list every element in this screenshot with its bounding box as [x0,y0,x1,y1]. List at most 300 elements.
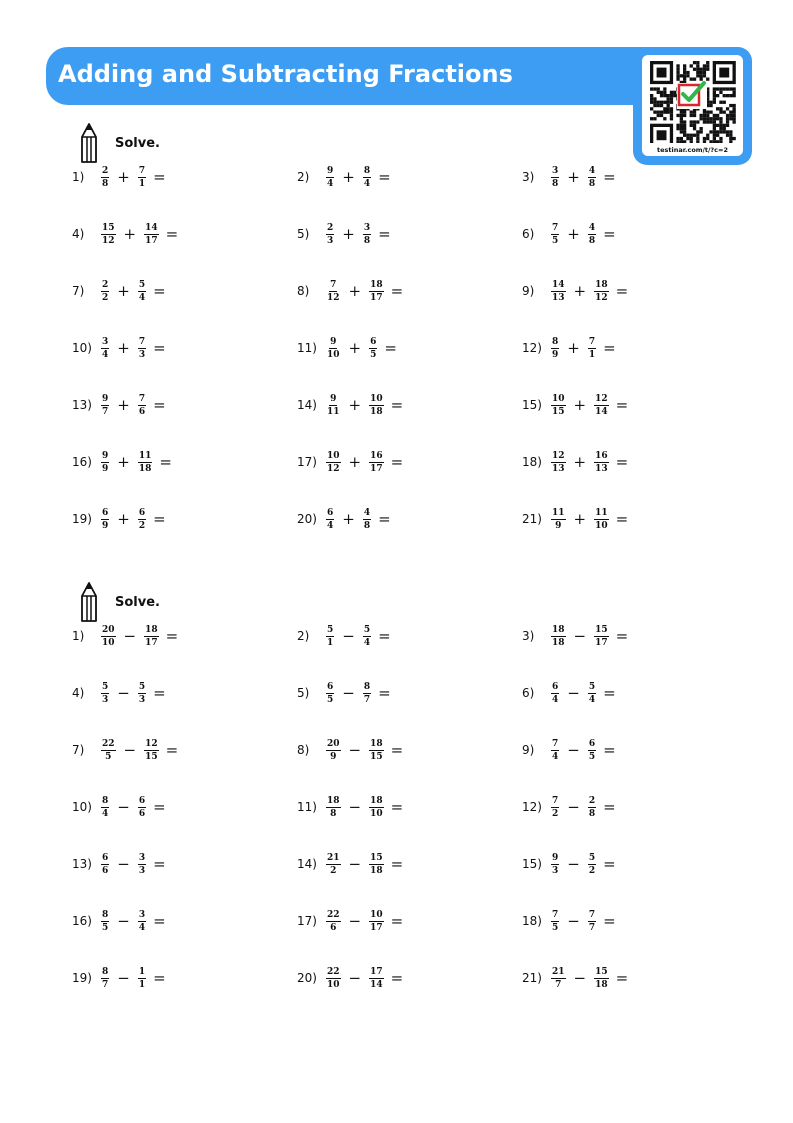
numerator: 7 [552,909,559,920]
problem-item [72,787,272,827]
denominator: 5 [552,235,559,246]
fraction-a [101,280,109,303]
denominator: 14 [595,406,608,417]
equals-sign: = [153,282,166,300]
fraction-b [363,508,371,531]
problem-number: 2) [297,629,310,643]
denominator: 1 [327,637,334,648]
equals-sign: = [165,741,179,759]
fraction-a [326,910,341,933]
problem-item [72,673,272,713]
denominator: 11 [327,406,340,417]
fraction-a [551,280,566,303]
denominator: 5 [552,922,559,933]
denominator: 10 [595,520,608,531]
denominator: 10 [370,808,383,819]
equals-sign: = [615,282,629,300]
equals-sign: = [165,225,179,243]
denominator: 17 [370,463,383,474]
denominator: 8 [552,178,559,189]
equals-sign: = [615,510,629,528]
operator-sign: + [573,396,587,414]
denominator: 13 [552,463,565,474]
problem-item [522,901,722,941]
equals-sign: = [153,855,166,873]
numerator: 11 [552,507,565,518]
fraction-a [551,967,566,990]
operator-sign: + [123,225,137,243]
problem-number: 7) [72,743,85,757]
fraction-a [326,853,341,876]
denominator: 15 [370,751,383,762]
numerator: 7 [552,738,559,749]
equals-sign: = [615,396,629,414]
problem-item [72,499,272,539]
numerator: 5 [327,624,334,635]
operator-sign: − [123,627,137,645]
problem-number: 4) [72,227,85,241]
numerator: 6 [588,738,596,749]
problem-item [522,385,722,425]
fraction-b [138,967,146,990]
denominator: 3 [327,235,334,246]
problem-item [522,787,722,827]
problem-item [297,499,497,539]
problem-number: 12) [522,800,542,814]
numerator: 8 [363,681,371,692]
numerator: 6 [102,507,109,518]
denominator: 7 [102,406,109,417]
numerator: 8 [102,966,109,977]
numerator: 5 [102,681,109,692]
fraction-a [101,223,116,246]
fraction-a [551,910,559,933]
problem-number: 1) [72,629,85,643]
problem-number: 12) [522,341,542,355]
fraction-b [138,796,146,819]
problem-item [72,328,272,368]
equals-sign: = [153,510,166,528]
problem-item [72,442,272,482]
equals-sign: = [153,339,166,357]
equals-sign: = [165,627,179,645]
problem-item [522,958,722,998]
equals-sign: = [153,798,166,816]
numerator: 9 [102,393,109,404]
numerator: 2 [588,795,596,806]
numerator: 3 [363,222,371,233]
denominator: 5 [327,694,334,705]
problem-number: 19) [72,512,92,526]
denominator: 12 [327,292,340,303]
problem-item [522,442,722,482]
qr-code-panel[interactable] [633,47,752,165]
problem-number: 7) [72,284,85,298]
problem-number: 14) [297,857,317,871]
numerator: 5 [138,681,146,692]
problem-item [522,673,722,713]
numerator: 9 [327,165,334,176]
numerator: 7 [552,795,559,806]
numerator: 6 [102,852,109,863]
fraction-b [594,280,609,303]
fraction-b [138,394,146,417]
denominator: 15 [552,406,565,417]
operator-sign: − [567,741,580,759]
operator-sign: − [567,798,580,816]
operator-sign: − [117,684,130,702]
problem-item [297,673,497,713]
fraction-a [326,796,341,819]
denominator: 4 [552,694,559,705]
denominator: 3 [138,349,146,360]
problem-number: 10) [72,341,92,355]
problem-number: 4) [72,686,85,700]
problem-number: 9) [522,743,535,757]
numerator: 7 [330,279,337,290]
numerator: 18 [552,624,565,635]
numerator: 2 [102,279,109,290]
numerator: 6 [327,507,334,518]
equals-sign: = [603,168,616,186]
denominator: 2 [138,520,146,531]
denominator: 7 [588,922,596,933]
fraction-b [138,280,146,303]
denominator: 4 [363,178,371,189]
operator-sign: + [342,225,355,243]
equals-sign: = [603,798,616,816]
problem-number: 9) [522,284,535,298]
numerator: 12 [145,738,158,749]
operator-sign: + [117,510,130,528]
problem-number: 8) [297,743,310,757]
operator-sign: + [117,282,130,300]
problem-item [522,616,722,656]
operator-sign: − [342,684,355,702]
numerator: 6 [327,681,334,692]
problem-number: 15) [522,398,542,412]
equals-sign: = [378,627,391,645]
fraction-b [138,853,146,876]
equals-sign: = [615,627,629,645]
denominator: 17 [370,922,383,933]
denominator: 9 [102,520,109,531]
denominator: 7 [363,694,371,705]
denominator: 5 [105,751,112,762]
fraction-a [551,682,559,705]
denominator: 18 [552,637,565,648]
denominator: 17 [145,235,158,246]
operator-sign: + [573,282,587,300]
operator-sign: − [348,912,362,930]
problem-number: 19) [72,971,92,985]
equals-sign: = [390,282,404,300]
denominator: 3 [102,694,109,705]
denominator: 5 [370,349,377,360]
qr-code-frame [642,55,743,156]
numerator: 17 [370,966,383,977]
fraction-a [101,910,109,933]
numerator: 11 [595,507,608,518]
numerator: 16 [370,450,383,461]
denominator: 6 [102,865,109,876]
numerator: 18 [370,279,383,290]
fraction-a [101,451,109,474]
fraction-b [588,337,596,360]
operator-sign: + [117,168,130,186]
equals-sign: = [603,684,616,702]
denominator: 5 [102,922,109,933]
problem-number: 20) [297,971,317,985]
operator-sign: + [567,168,580,186]
operator-sign: − [117,912,130,930]
problem-number: 15) [522,857,542,871]
problem-item [72,901,272,941]
numerator: 18 [327,795,340,806]
numerator: 4 [588,222,596,233]
equals-sign: = [153,912,166,930]
denominator: 17 [595,637,608,648]
fraction-b [588,682,596,705]
equals-sign: = [390,453,404,471]
denominator: 18 [370,865,383,876]
numerator: 12 [552,450,565,461]
problem-number: 6) [522,227,535,241]
numerator: 5 [363,624,371,635]
denominator: 18 [370,406,383,417]
fraction-a [326,451,341,474]
operator-sign: − [567,912,580,930]
problem-number: 8) [297,284,310,298]
numerator: 9 [102,450,109,461]
equals-sign: = [153,396,166,414]
operator-sign: − [567,684,580,702]
equals-sign: = [153,969,166,987]
operator-sign: − [117,855,130,873]
fraction-a [551,223,559,246]
fraction-b [369,853,384,876]
denominator: 9 [552,349,559,360]
equals-sign: = [378,168,391,186]
fraction-b [369,394,384,417]
denominator: 14 [370,979,383,990]
fraction-b [588,853,596,876]
fraction-a [101,337,109,360]
numerator: 3 [552,165,559,176]
fraction-b [369,967,384,990]
page-title: Adding and Subtracting Fractions [58,60,513,88]
equals-sign: = [159,453,172,471]
operator-sign: − [348,855,362,873]
problem-number: 18) [522,455,542,469]
fraction-a [551,508,566,531]
problem-number: 21) [522,971,542,985]
numerator: 10 [370,909,383,920]
denominator: 8 [588,178,596,189]
fraction-b [363,682,371,705]
qr-url: testinar.com/t/?c=2 [656,146,729,154]
operator-sign: + [573,510,587,528]
numerator: 4 [588,165,596,176]
denominator: 9 [102,463,109,474]
problem-number: 2) [297,170,310,184]
problem-item [297,214,497,254]
equals-sign: = [603,741,616,759]
fraction-b [369,337,377,360]
denominator: 12 [327,463,340,474]
operator-sign: + [117,396,130,414]
operator-sign: − [117,969,130,987]
numerator: 21 [552,966,565,977]
operator-sign: + [567,225,580,243]
equals-sign: = [390,741,404,759]
equals-sign: = [390,855,404,873]
fraction-a [101,682,109,705]
fraction-a [101,166,109,189]
problem-number: 11) [297,800,317,814]
fraction-a [326,625,334,648]
fraction-a [551,625,566,648]
problem-item [297,157,497,197]
numerator: 7 [138,165,146,176]
problem-item [72,214,272,254]
equals-sign: = [390,912,404,930]
numerator: 10 [370,393,383,404]
denominator: 8 [588,808,596,819]
denominator: 7 [555,979,562,990]
fraction-b [138,682,146,705]
problem-number: 16) [72,914,92,928]
denominator: 4 [102,349,109,360]
denominator: 13 [595,463,608,474]
denominator: 1 [138,178,146,189]
equals-sign: = [378,684,391,702]
numerator: 7 [138,393,146,404]
numerator: 15 [595,966,608,977]
numerator: 20 [327,738,340,749]
denominator: 1 [138,979,146,990]
fraction-a [551,451,566,474]
problem-number: 18) [522,914,542,928]
section-2-instruction: Solve. [115,595,160,610]
numerator: 3 [138,852,146,863]
problem-item [297,442,497,482]
fraction-a [326,967,341,990]
problem-item [72,730,272,770]
problem-item [522,271,722,311]
problem-item [522,214,722,254]
fraction-a [101,394,109,417]
numerator: 7 [588,336,596,347]
denominator: 12 [595,292,608,303]
numerator: 22 [327,966,340,977]
numerator: 15 [595,624,608,635]
equals-sign: = [603,912,616,930]
fraction-a [101,796,109,819]
numerator: 2 [327,222,334,233]
problem-number: 14) [297,398,317,412]
fraction-b [594,508,609,531]
numerator: 9 [330,393,337,404]
numerator: 6 [138,507,146,518]
denominator: 3 [138,865,146,876]
numerator: 8 [102,909,109,920]
equals-sign: = [378,225,391,243]
denominator: 3 [552,865,559,876]
section-1-instruction: Solve. [115,136,160,151]
fraction-a [551,796,559,819]
problem-item [297,787,497,827]
operator-sign: − [573,969,587,987]
problem-number: 17) [297,455,317,469]
numerator: 9 [330,336,337,347]
fraction-a [101,625,116,648]
numerator: 5 [588,681,596,692]
equals-sign: = [153,684,166,702]
denominator: 8 [102,178,109,189]
problem-number: 16) [72,455,92,469]
fraction-b [594,394,609,417]
operator-sign: + [117,453,130,471]
fraction-b [144,739,159,762]
denominator: 4 [552,751,559,762]
denominator: 6 [330,922,337,933]
denominator: 10 [327,979,340,990]
denominator: 3 [138,694,146,705]
fraction-a [101,508,109,531]
operator-sign: + [348,396,362,414]
operator-sign: + [348,282,362,300]
problem-item [297,271,497,311]
fraction-a [326,223,334,246]
fraction-a [551,739,559,762]
fraction-b [369,451,384,474]
denominator: 4 [588,694,596,705]
numerator: 3 [138,909,146,920]
fraction-b [138,337,146,360]
fraction-b [588,739,596,762]
fraction-a [326,337,341,360]
numerator: 14 [552,279,565,290]
numerator: 5 [588,852,596,863]
numerator: 7 [588,909,596,920]
denominator: 2 [588,865,596,876]
numerator: 18 [370,738,383,749]
denominator: 9 [330,751,337,762]
problem-number: 1) [72,170,85,184]
operator-sign: + [342,510,355,528]
numerator: 8 [102,795,109,806]
problem-number: 21) [522,512,542,526]
denominator: 17 [370,292,383,303]
numerator: 6 [552,681,559,692]
fraction-b [588,796,596,819]
operator-sign: + [573,453,587,471]
denominator: 8 [588,235,596,246]
problem-item [522,328,722,368]
equals-sign: = [390,969,404,987]
problem-item [297,730,497,770]
fraction-a [551,166,559,189]
numerator: 2 [102,165,109,176]
denominator: 12 [102,235,115,246]
numerator: 10 [327,450,340,461]
fraction-a [326,739,341,762]
fraction-b [138,910,146,933]
denominator: 8 [330,808,337,819]
denominator: 4 [363,637,371,648]
numerator: 14 [145,222,158,233]
